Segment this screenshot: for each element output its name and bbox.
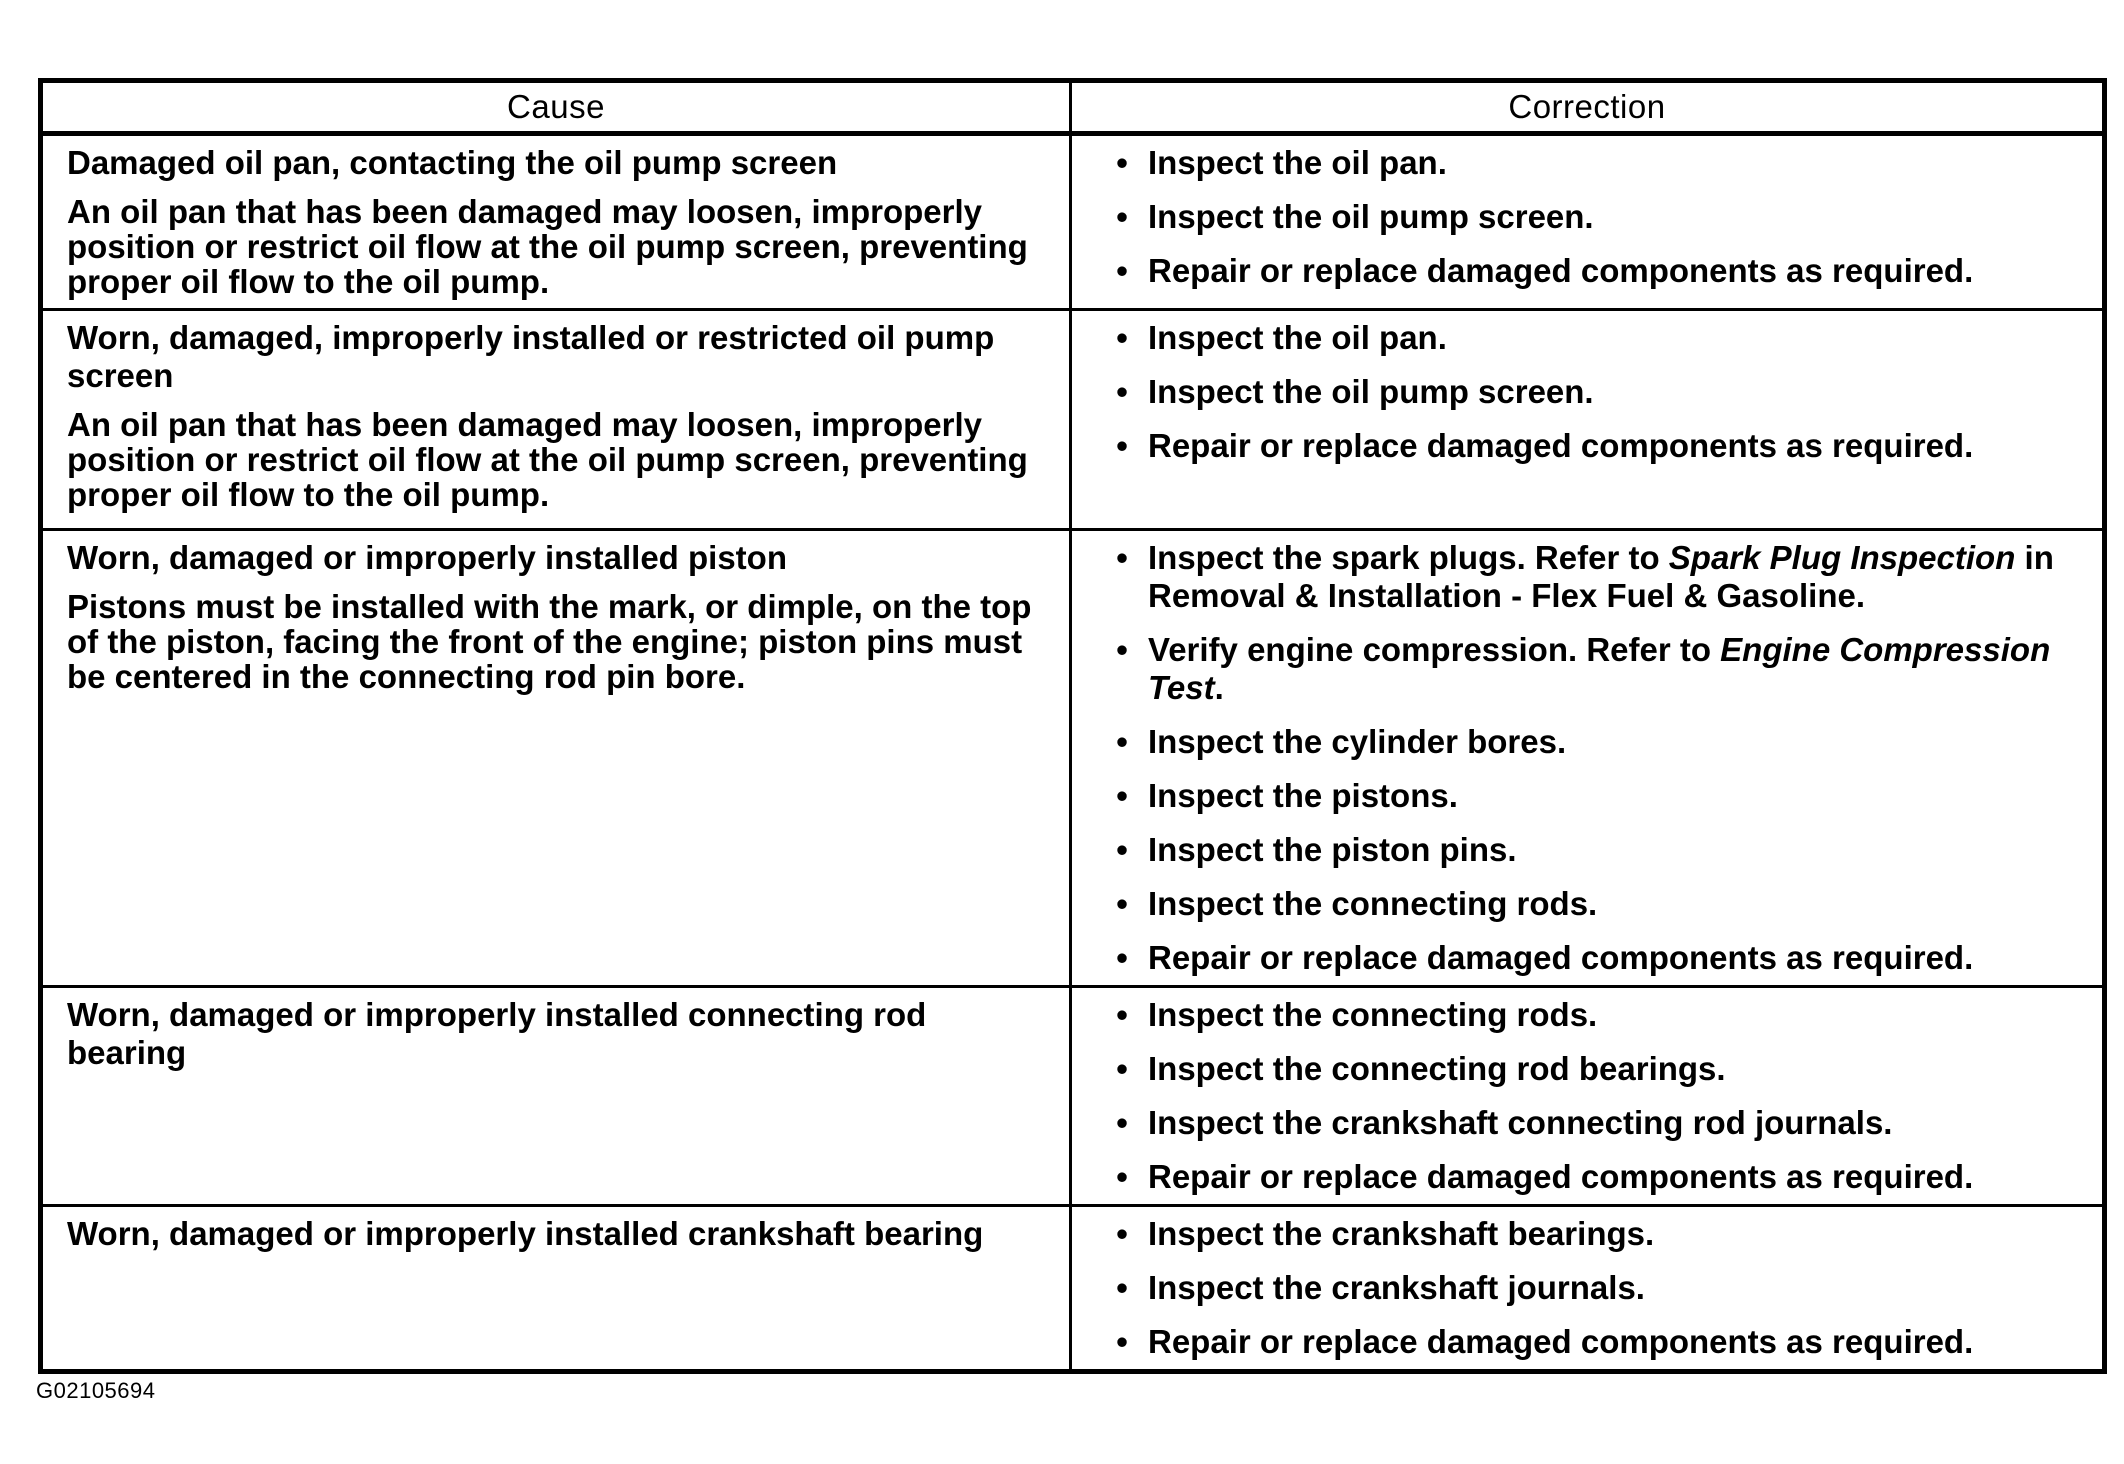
correction-text: Inspect the piston pins.: [1148, 831, 1517, 868]
correction-cell: [1071, 1206, 2105, 1372]
cause-title: Worn, damaged or improperly installed connecting rod bearing: [67, 996, 927, 1071]
bullet-icon: •: [1116, 885, 1128, 922]
correction-text: Inspect the spark plugs. Refer to: [1148, 539, 1669, 576]
correction-text: Inspect the crankshaft bearings.: [1148, 1215, 1655, 1252]
bullet-icon: •: [1116, 777, 1128, 814]
cause-cell: [41, 530, 1071, 987]
correction-text: Inspect the crankshaft journals.: [1148, 1269, 1645, 1306]
header-cause: Cause: [41, 81, 1071, 134]
cause-description: Pistons must be installed with the mark, or dimple, on the top of the piston, facing the front of the engine; piston pins must be centered in the connecting rod pin bore.: [67, 588, 1032, 695]
correction-cell: [1071, 987, 2105, 1206]
correction-item: [1110, 939, 2090, 977]
correction-item: [1110, 831, 2090, 869]
cause-title: Worn, damaged, improperly installed or restricted oil pump screen: [67, 319, 995, 394]
bullet-icon: •: [1116, 198, 1128, 235]
table-row: [41, 310, 2105, 530]
correction-list: [1110, 1215, 2090, 1361]
correction-list: [1110, 144, 2090, 290]
correction-item: [1110, 1269, 2090, 1307]
bullet-icon: •: [1116, 831, 1128, 868]
correction-item: [1110, 373, 2090, 411]
correction-text: Inspect the cylinder bores.: [1148, 723, 1567, 760]
correction-item: [1110, 996, 2090, 1034]
correction-text-after: in Removal & Installation - Flex Fuel & Gasoline.: [1148, 539, 2054, 614]
correction-item: [1110, 885, 2090, 923]
correction-text: Inspect the oil pan.: [1148, 319, 1447, 356]
correction-item: [1110, 1215, 2090, 1253]
cause-correction-table: [38, 78, 2107, 1374]
bullet-icon: •: [1116, 319, 1128, 356]
correction-text: Repair or replace damaged components as required.: [1148, 252, 1974, 289]
bullet-icon: •: [1116, 939, 1128, 976]
correction-text: Inspect the connecting rods.: [1148, 885, 1598, 922]
cause-cell: [41, 310, 1071, 530]
bullet-icon: •: [1116, 1158, 1128, 1195]
cause-title: Worn, damaged or improperly installed piston: [67, 539, 787, 576]
table-header: [41, 81, 2105, 134]
correction-text-after: .: [1214, 669, 1224, 706]
correction-text: Verify engine compression. Refer to: [1148, 631, 1721, 668]
correction-item: [1110, 427, 2090, 465]
header-correction: Correction: [1071, 81, 2105, 134]
table-row: [41, 987, 2105, 1206]
bullet-icon: •: [1116, 1215, 1128, 1252]
cause-description: An oil pan that has been damaged may loosen, improperly position or restrict oil flow at the oil pump screen, preventing proper oil flow to the oil pump.: [67, 193, 1028, 300]
correction-item: [1110, 1323, 2090, 1361]
bullet-icon: •: [1116, 427, 1128, 464]
correction-item: [1110, 198, 2090, 236]
correction-item: [1110, 1104, 2090, 1142]
correction-text: Inspect the oil pump screen.: [1148, 373, 1594, 410]
correction-item: [1110, 723, 2090, 761]
table-body: [41, 134, 2105, 1372]
correction-list: [1110, 996, 2090, 1196]
correction-cell: [1071, 310, 2105, 530]
correction-item: [1110, 1050, 2090, 1088]
correction-item: [1110, 777, 2090, 815]
correction-item: [1110, 1158, 2090, 1196]
bullet-icon: •: [1116, 252, 1128, 289]
correction-list: [1110, 539, 2090, 977]
table-row: [41, 1206, 2105, 1372]
correction-cell: [1071, 530, 2105, 987]
correction-text: Inspect the connecting rods.: [1148, 996, 1598, 1033]
correction-item: [1110, 631, 2090, 707]
cause-cell: [41, 1206, 1071, 1372]
correction-text: Repair or replace damaged components as required.: [1148, 939, 1974, 976]
correction-text: Inspect the oil pump screen.: [1148, 198, 1594, 235]
correction-item: [1110, 319, 2090, 357]
correction-item: [1110, 144, 2090, 182]
figure-id: G02105694: [36, 1378, 156, 1403]
correction-text: Repair or replace damaged components as required.: [1148, 427, 1974, 464]
reference-link[interactable]: Engine Compression Test: [1148, 631, 2051, 706]
correction-item: [1110, 252, 2090, 290]
correction-text: Inspect the pistons.: [1148, 777, 1458, 814]
bullet-icon: •: [1116, 373, 1128, 410]
bullet-icon: •: [1116, 1269, 1128, 1306]
bullet-icon: •: [1116, 996, 1128, 1033]
correction-text: Repair or replace damaged components as required.: [1148, 1158, 1974, 1195]
header-row: [41, 81, 2105, 134]
correction-text: Repair or replace damaged components as required.: [1148, 1323, 1974, 1360]
correction-list: [1110, 319, 2090, 465]
bullet-icon: •: [1116, 539, 1128, 576]
table-row: [41, 530, 2105, 987]
bullet-icon: •: [1116, 631, 1128, 668]
bullet-icon: •: [1116, 1323, 1128, 1360]
correction-text: Inspect the oil pan.: [1148, 144, 1447, 181]
correction-cell: [1071, 134, 2105, 310]
bullet-icon: •: [1116, 1050, 1128, 1087]
bullet-icon: •: [1116, 723, 1128, 760]
cause-title: Damaged oil pan, contacting the oil pump screen: [67, 144, 838, 181]
correction-text: Inspect the crankshaft connecting rod journals.: [1148, 1104, 1893, 1141]
correction-item: [1110, 539, 2090, 615]
cause-cell: [41, 987, 1071, 1206]
cause-title: Worn, damaged or improperly installed crankshaft bearing: [67, 1215, 984, 1252]
correction-text: Inspect the connecting rod bearings.: [1148, 1050, 1726, 1087]
bullet-icon: •: [1116, 1104, 1128, 1141]
cause-description: An oil pan that has been damaged may loosen, improperly position or restrict oil flow at the oil pump screen, preventing proper oil flow to the oil pump.: [67, 406, 1028, 513]
bullet-icon: •: [1116, 144, 1128, 181]
reference-link[interactable]: Spark Plug Inspection: [1668, 539, 2016, 576]
table-row: [41, 134, 2105, 310]
cause-cell: [41, 134, 1071, 310]
